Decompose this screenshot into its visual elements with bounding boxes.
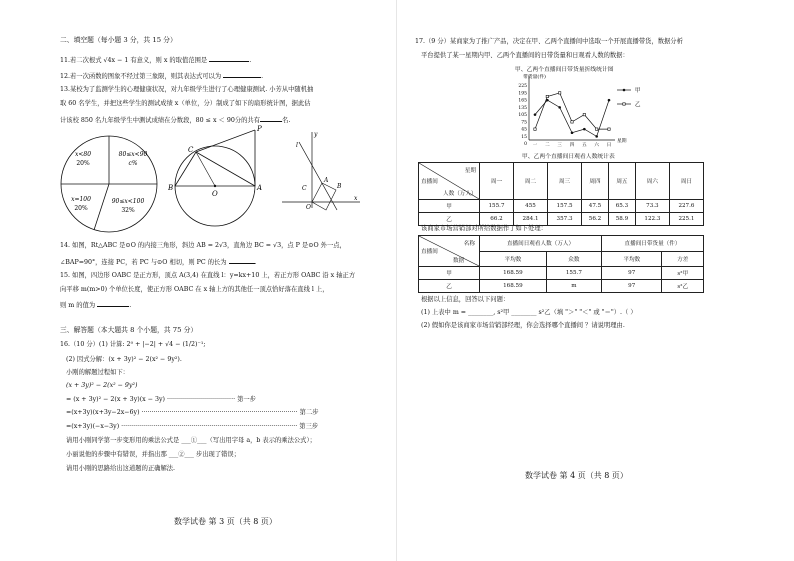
solution-step-1: = (x + 3y)² − 2(x + 3y)(x − 3y) ·································· 第一步 — [66, 396, 256, 403]
data-point-jia — [608, 99, 611, 102]
chart-y-tick-label: 165 — [518, 98, 527, 104]
question-16-blank-1: 请用小刚同学第一步变形用的乘法公式是 ___①___（写出用字母 a，b 表示的乘法公式）； — [66, 437, 316, 444]
label-a: A — [257, 184, 263, 192]
table-1-day: 周三 — [548, 163, 582, 200]
table-1-day: 周五 — [608, 163, 635, 200]
chart-origin-label: 0 — [524, 142, 527, 147]
question-15-line-3: 则 m 的值为 . — [60, 302, 132, 309]
page-4-footer: 数学试卷 第 4 页（共 8 页） — [525, 471, 628, 480]
pie-slice-4-label: 90≤x<100 — [111, 198, 145, 205]
pie-slice-1-label: x<80 — [74, 151, 92, 158]
table-2-cell: 97 — [602, 280, 662, 293]
table-1-header-left: 直播间 — [421, 179, 438, 185]
table-1-cell: 157.5 — [548, 200, 582, 213]
point-a-label: A — [324, 177, 329, 184]
pie-slice-3-value: 20% — [74, 205, 88, 212]
series-line-jia — [535, 100, 609, 136]
data-point-yi — [583, 113, 585, 115]
table-2-cell: 155.7 — [546, 267, 601, 280]
table-1-cell: 455 — [514, 200, 548, 213]
table-2-cell: s²乙 — [662, 280, 704, 293]
question-13-line-2: 取 60 名学生，并把这些学生的测试成绩 x（单位，分）制成了如下的扇形统计图，据此估 — [60, 100, 311, 107]
chart-y-tick-label: 45 — [521, 127, 527, 133]
table-1-cell: 65.3 — [608, 200, 635, 213]
point-c-label: C — [302, 185, 307, 192]
question-14-line-1: 14. 如图，Rt△ABC 是⊙O 的内接三角形，斜边 AB = 2√3，直角边 BC = √3，点 P 是⊙O 外一点， — [60, 242, 346, 249]
table-2-row-name: 甲 — [419, 267, 480, 280]
chart-x-tick-label: 四 — [569, 143, 575, 148]
table-1-cell: 284.1 — [514, 213, 548, 226]
table-1-day: 周二 — [514, 163, 548, 200]
table-1-cell: 47.5 — [582, 200, 609, 213]
origin-label: O — [306, 204, 311, 211]
data-point-yi — [571, 121, 573, 123]
chart-x-tick-label: 一 — [532, 143, 538, 148]
question-15-line-1: 15. 如图，四边形 OABC 是正方形，顶点 A(3,4) 在直线 l：y=kx+10 上，若正方形 OABC 沿 x 轴正方 — [60, 272, 356, 279]
data-point-yi — [558, 92, 560, 94]
question-17-sub-1: (1) 上表中 m = ________, s²甲 ________ s²乙（填 "＞" "＜" 或 "＝"）.（ ） — [421, 309, 637, 316]
data-point-jia — [571, 131, 574, 134]
pie-slice-2-label: 80≤x<90 — [118, 151, 148, 158]
page-3-footer: 数学试卷 第 3 页（共 8 页） — [174, 517, 277, 526]
table-2-cell: 168.59 — [480, 267, 547, 280]
table-1-title: 甲、乙两个直播间日观看人数统计表 — [522, 154, 615, 160]
section-3-title: 三、解答题（本大题共 8 个小题，共 75 分） — [60, 326, 198, 334]
pie-slice-2-value: c% — [128, 160, 138, 167]
table-2-cell: s²甲 — [662, 267, 704, 280]
axis-x-label: x — [354, 195, 358, 202]
legend-marker-yi — [623, 103, 625, 105]
solution-step-0: (x + 3y)² − 2(x² − 9y²) — [66, 382, 138, 389]
question-11: 11.若二次根式 √4x − 1 有意义，则 x 的取值范围是 . — [60, 57, 252, 64]
table-1-cell: 155.7 — [480, 200, 514, 213]
data-point-jia — [583, 128, 586, 131]
chart-x-tick-label: 五 — [582, 143, 587, 148]
table-1 — [418, 162, 704, 226]
table-2-group-1: 直播间日观看人数（万人） — [480, 236, 602, 252]
series-line-yi — [535, 93, 609, 129]
pie-divider-bottom — [94, 184, 109, 230]
pie-slice-4-value: 32% — [121, 207, 135, 214]
table-2-cell: m — [546, 280, 601, 293]
chart-y-tick-label: 195 — [518, 91, 527, 97]
segment-cp — [196, 130, 255, 152]
table-1-cell: 73.3 — [635, 200, 669, 213]
data-point-jia — [595, 135, 598, 138]
question-17-sub-2: (2) 假如你是该商家市场营销部经理，你会选择哪个直播间 ？请说明理由. — [421, 322, 625, 329]
table-2-row-name: 乙 — [419, 280, 480, 293]
coordinate-figure — [282, 130, 362, 212]
question-13-line-3: 计该校 850 名九年级学生中测试成绩在分数段，80 ≤ x ＜ 90分的共有 名. — [60, 117, 291, 124]
circle-figure — [168, 122, 270, 234]
table-2-cell: 97 — [602, 267, 662, 280]
table-2-header-bottom: 数据 — [453, 258, 465, 264]
solution-intro: 小刚的解题过程如下： — [66, 369, 129, 376]
page-4 — [397, 0, 794, 561]
table-1-header-top: 星期 — [464, 168, 476, 174]
label-c: C — [188, 146, 194, 154]
table-2 — [418, 235, 704, 293]
chart-y-axis-label: 带货量(件) — [523, 75, 546, 80]
data-point-yi — [608, 128, 610, 130]
chart-y-tick-label: 225 — [518, 84, 527, 90]
legend-marker-jia — [623, 89, 626, 92]
label-p: P — [257, 125, 262, 133]
table-2-header-left: 直播间 — [421, 249, 438, 255]
chart-y-tick-label: 105 — [518, 113, 527, 119]
pie-slice-3-label: x=100 — [71, 196, 91, 203]
legend-label-yi: 乙 — [635, 102, 641, 108]
chart-x-tick-label: 日 — [606, 143, 612, 148]
chart-y-tick-label: 15 — [521, 134, 527, 140]
table-1-row-name: 乙 — [419, 213, 480, 226]
solution-step-2: =(x+3y)(x+3y−2x−6y) ·············································································· 第二步 — [66, 409, 319, 416]
data-point-yi — [546, 95, 548, 97]
solution-step-3: =(x+3y)(−x−3y) ························································································ 第三步 — [66, 423, 319, 430]
line-l-label: l — [296, 142, 298, 149]
table-2-cell: 168.59 — [480, 280, 547, 293]
table-2-group-2: 直播间日带货量（件） — [602, 236, 704, 252]
question-17-line-1: 17.（9 分）某商家为了推广产品，决定在甲、乙两个直播间中选取一个开展直播带货，数据分析 — [415, 38, 683, 45]
table-1-day: 周日 — [669, 163, 703, 200]
table-2-subheader: 方差 — [662, 251, 704, 267]
question-16-blank-2: 小丽说他的步骤中有错误，并指出那 ___②___ 步出现了错误； — [66, 451, 241, 458]
table-1-row-yi — [419, 213, 704, 226]
table-1-cell: 357.3 — [548, 213, 582, 226]
data-point-jia — [558, 106, 561, 109]
segment-bc — [175, 152, 196, 186]
question-13-line-1: 13.某校为了监测学生的心理健康状况，对九年级学生进行了心理健康测试. 小芳从中随机抽 — [60, 86, 314, 93]
table-1-cell: 122.3 — [635, 213, 669, 226]
legend-label-jia: 甲 — [635, 88, 641, 94]
segment-ca — [196, 152, 255, 186]
axis-y-label: y — [314, 131, 318, 138]
question-15-line-2: 向平移 m(m>0) 个单位长度，使正方形 OABC 在 x 轴上方的其他任一顶点恰好落在直线 l 上， — [60, 286, 329, 293]
table-1-row-name: 甲 — [419, 200, 480, 213]
table-1-header-cell — [419, 163, 480, 200]
table-2-header-top: 名称 — [463, 241, 475, 247]
line-chart — [507, 72, 657, 154]
table-2-header-cell — [419, 236, 480, 267]
question-16-part-2: (2) 因式分解：(x + 3y)² − 2(x² − 9y²). — [66, 356, 182, 363]
chart-x-tick-label: 三 — [557, 143, 562, 148]
table-2-intro: 该商家市场营销部对所给数据作了如下处理： — [421, 225, 547, 232]
chart-title: 甲、乙两个直播间日带货量折线统计图 — [515, 67, 614, 73]
chart-x-tick-label: 六 — [594, 143, 599, 148]
chart-y-tick-label: 75 — [521, 120, 527, 126]
data-point-jia — [534, 113, 537, 116]
table-2-row-jia — [419, 267, 704, 280]
question-16-part-1: 16.（10 分）(1) 计算: 2⁰ + |−2| + √4 − (1/2)⁻¹; — [60, 341, 206, 348]
question-17-line-2: 平台提供了某一星期内甲、乙两个直播间的日带货量和日观看人数的数据： — [421, 52, 629, 59]
pie-slice-1-value: 20% — [76, 160, 90, 167]
center-point — [214, 185, 216, 187]
question-16-instruction: 请用小刚的思路给出这道题的正确解法. — [66, 465, 176, 472]
table-2-subheader: 平均数 — [480, 251, 547, 267]
table-1-header-bottom: 人数（万人） — [443, 191, 477, 197]
question-12: 12.若一次函数的图象不经过第三象限，则其表达式可以为 . — [60, 73, 264, 80]
label-b: B — [168, 184, 174, 192]
question-14-line-2: ∠BAP=90°，连接 PC，若 PC 与⊙O 相切，则 PC 的长为 . — [60, 259, 257, 266]
table-1-cell: 227.6 — [669, 200, 703, 213]
chart-x-axis-label: 星期 — [617, 139, 627, 144]
table-1-day: 周一 — [480, 163, 514, 200]
table-1-cell: 66.2 — [480, 213, 514, 226]
table-2-subheader: 平均数 — [602, 251, 662, 267]
chart-x-tick-label: 二 — [545, 143, 550, 148]
table-1-cell: 58.9 — [608, 213, 635, 226]
table-2-subheader: 众数 — [546, 251, 601, 267]
point-b-label: B — [337, 183, 342, 190]
table-2-row-yi — [419, 280, 704, 293]
table-1-cell: 225.1 — [669, 213, 703, 226]
table-1-row-jia — [419, 200, 704, 213]
table-1-cell: 56.2 — [582, 213, 609, 226]
chart-y-tick-label: 135 — [518, 105, 527, 111]
question-17-prompt: 根据以上信息，回答以下问题： — [421, 296, 510, 303]
pie-chart — [58, 128, 168, 240]
table-1-day: 周四 — [582, 163, 609, 200]
label-o: O — [212, 190, 218, 198]
data-point-yi — [534, 128, 536, 130]
table-1-day: 周六 — [635, 163, 669, 200]
section-2-title: 二、填空题（每小题 3 分，共 15 分） — [60, 36, 177, 44]
data-point-yi — [595, 128, 597, 130]
